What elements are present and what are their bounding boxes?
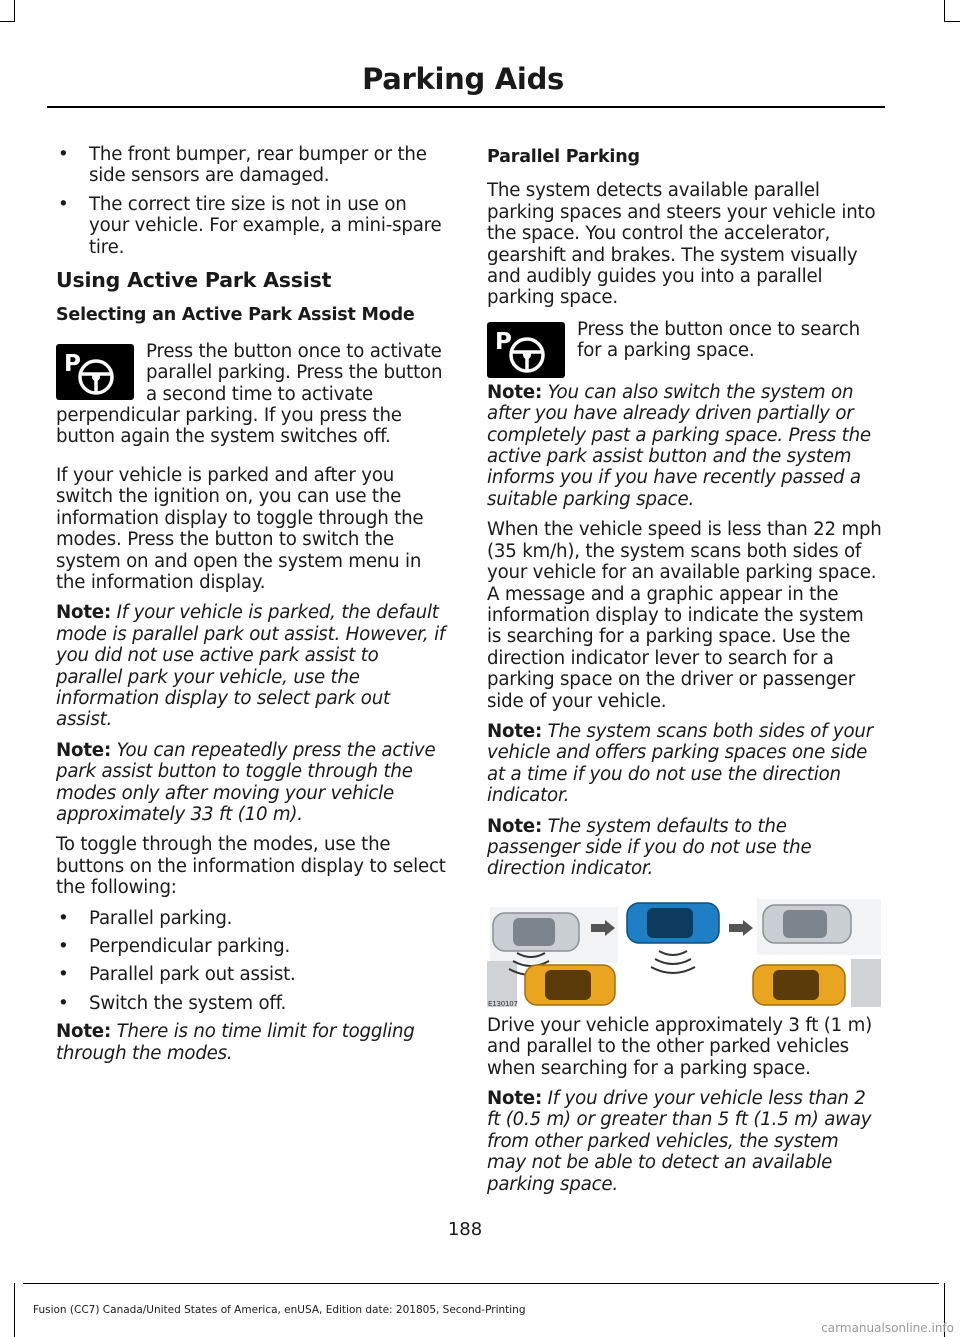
list-item: • The correct tire size is not in use on your vehicle. For example, a mini-spare tire. <box>58 193 442 258</box>
note: Note: If you drive your vehicle less than 2 ft (0.5 m) or greater than 5 ft (1.5 m) away from other parked vehicles, the system may not be able to detect an available parking space. <box>487 1088 872 1195</box>
icon-paragraph: P Press the button once to search for a parking space. <box>487 319 883 362</box>
note: Note: You can also switch the system on after you have already driven partially or completely past a parking space. Press the active park assist button and the system informs you if you have recently passed a suitable parking space. <box>487 381 871 510</box>
list-item: • Perpendicular parking. <box>58 936 291 957</box>
vehicle-icon <box>627 903 719 943</box>
vehicle-icon <box>493 913 579 951</box>
paragraph: When the vehicle speed is less than 22 mph (35 km/h), the system scans both sides of your vehicle for an available parking space. A message and a graphic appear in the information display to indicate the system is searching for a parking space. Use the direction indicator lever to search for a parking space on the driver or passenger side of your vehicle. <box>487 519 882 712</box>
note: Note: The system defaults to the passenger side if you do not use the direction indicator. <box>487 815 812 880</box>
park-assist-button-icon <box>56 344 134 400</box>
park-assist-button-icon <box>487 322 565 378</box>
footer-divider <box>23 1283 939 1284</box>
list-item: • The front bumper, rear bumper or the side sensors are damaged. <box>58 144 427 187</box>
crop-mark <box>944 21 960 22</box>
section-title: Using Active Park Assist <box>56 268 332 293</box>
watermark: carmanualsonline.info <box>821 1321 954 1335</box>
crop-mark <box>944 0 945 22</box>
list-item: • Switch the system off. <box>58 992 287 1014</box>
subsection-title: Parallel Parking <box>487 147 640 167</box>
right-column <box>487 147 883 1204</box>
arrow-right-icon <box>729 920 753 936</box>
paragraph: To toggle through the modes, use the buttons on the information display to select the following: <box>56 834 446 899</box>
paragraph: If your vehicle is parked and after you switch the ignition on, you can use the information display to toggle through the modes. Press the button to switch the system on and open the system menu in the information display. <box>56 464 424 593</box>
note: Note: There is no time limit for toggling through the modes. <box>56 1021 415 1064</box>
paragraph: The system detects available parallel parking spaces and steers your vehicle into the space. You control the accelerator, gearshift and brakes. The system visually and audibly guides you into a parallel parking space. <box>487 180 876 309</box>
note: Note: The system scans both sides of your vehicle and offers parking spaces one side at a time if you do not use the direction indicator. <box>487 720 874 807</box>
vehicle-icon <box>753 965 845 1005</box>
crop-mark <box>14 0 15 22</box>
crop-mark <box>14 1283 15 1337</box>
list-item: • Parallel parking. <box>58 907 233 929</box>
vehicle-icon <box>763 905 851 943</box>
note: Note: If your vehicle is parked, the default mode is parallel park out assist. However, if you did not use active park assist to parallel park your vehicle, use the information display to select park out assist. <box>56 602 446 731</box>
subsection-title: Selecting an Active Park Assist Mode <box>56 305 415 326</box>
left-column <box>56 144 448 1073</box>
header-divider <box>47 106 885 108</box>
list-item: • Parallel park out assist. <box>58 964 296 986</box>
svg-text:P: P <box>495 328 512 355</box>
figure-id: E130107 <box>488 999 518 1008</box>
sensor-wave-icon <box>651 951 695 973</box>
icon-paragraph: P Press the button once to activate parallel parking. Press the button a second time to activate perpendicular parking. If you press the button again the system switches off. <box>56 340 443 448</box>
paragraph: Drive your vehicle approximately 3 ft (1 m) and parallel to the other parked vehicles when searching for a parking space. <box>487 1014 872 1079</box>
edition-info: Fusion (CC7) Canada/United States of America, enUSA, Edition date: 201805, Second-Printing <box>33 1304 526 1316</box>
note: Note: You can repeatedly press the active park assist button to toggle through the modes only after moving your vehicle approximately 33 ft (10 m). <box>56 739 436 825</box>
vehicle-icon <box>525 965 615 1005</box>
page-title: Parking Aids <box>362 62 564 96</box>
svg-text:P: P <box>64 350 81 377</box>
parallel-parking-illustration <box>487 889 881 1009</box>
crop-mark <box>0 21 15 22</box>
page-number: 188 <box>447 1219 483 1240</box>
